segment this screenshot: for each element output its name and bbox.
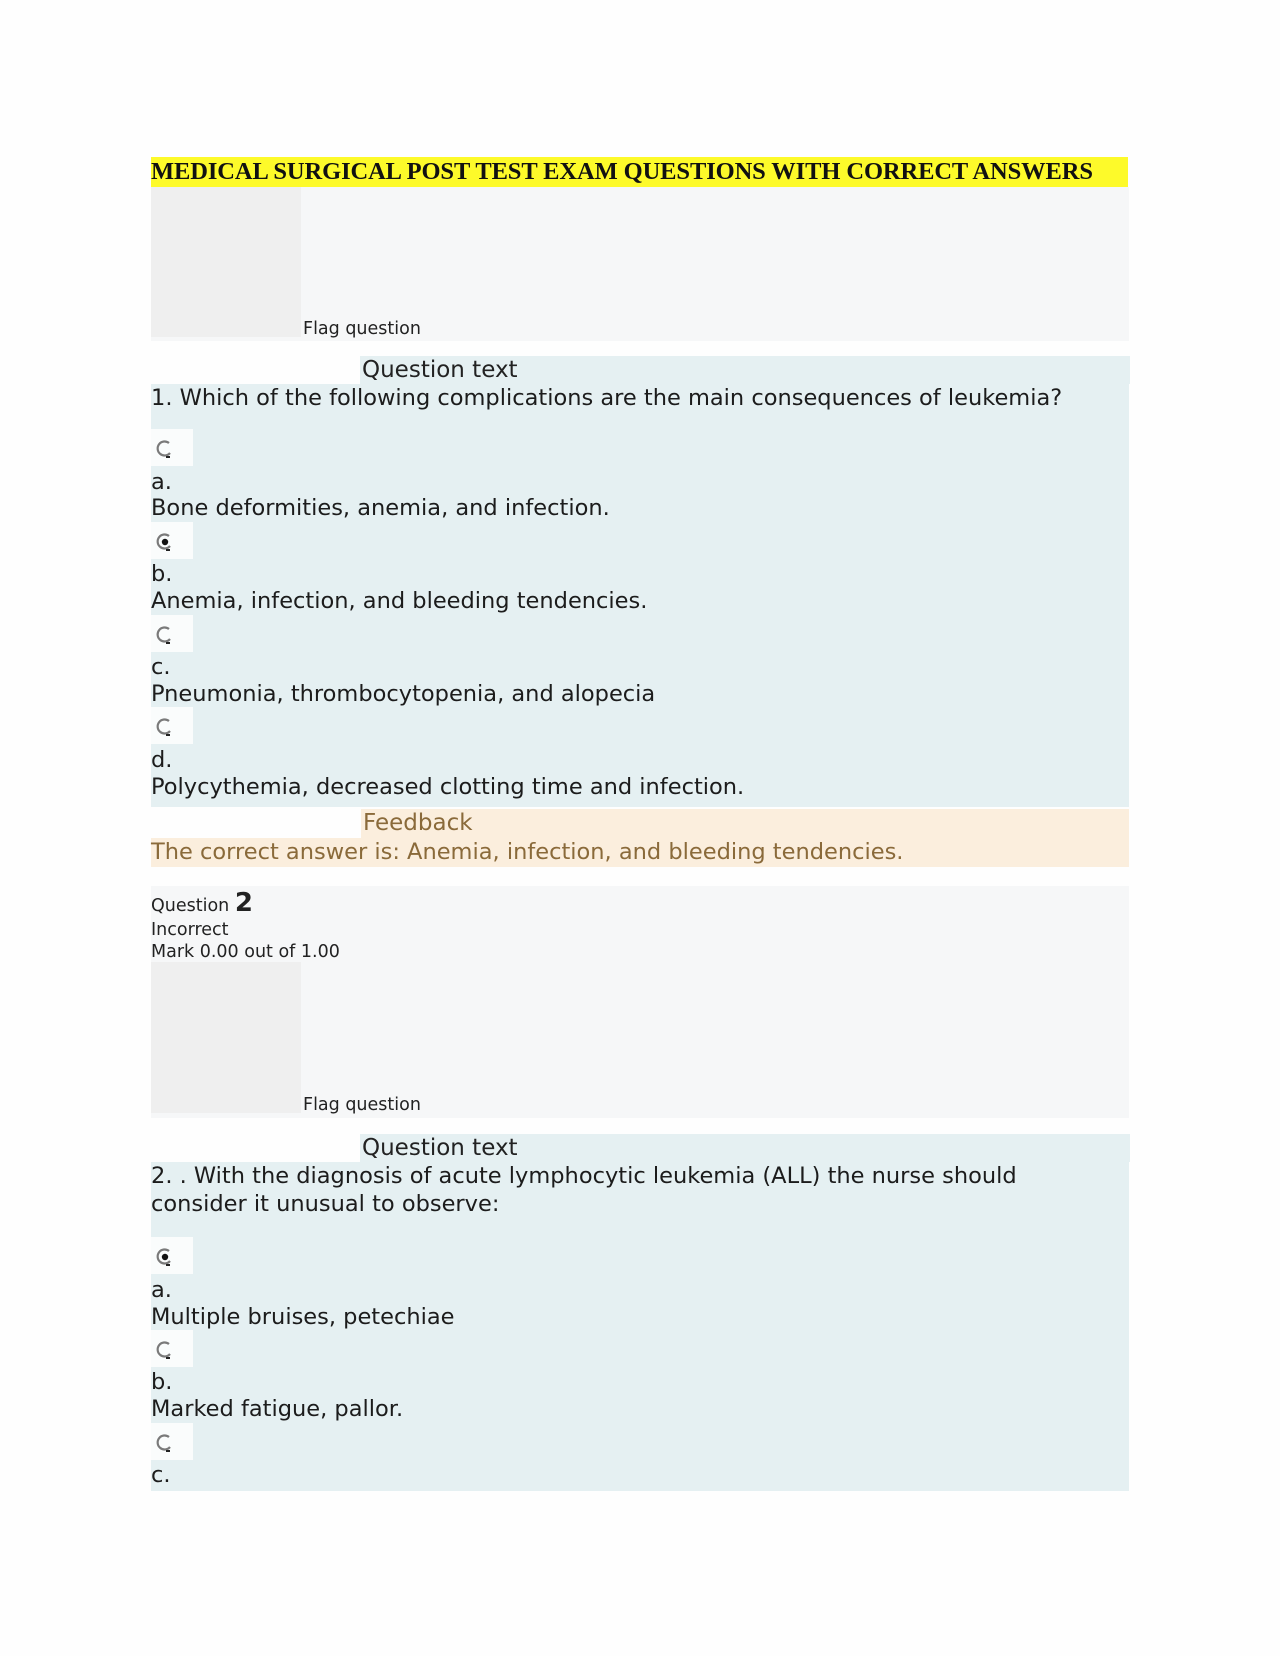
question1-text-heading: Question text (360, 356, 1130, 384)
question-number: 2 (234, 888, 253, 918)
flag-question-link[interactable]: Flag question (303, 319, 421, 339)
question1-prompt: 1. Which of the following complications are the main consequences of leukemia? (151, 385, 1063, 411)
option-b-text[interactable]: Anemia, infection, and bleeding tendencies. (151, 588, 648, 614)
radio-unchecked-icon (154, 624, 176, 646)
q2-option-b-radio[interactable] (151, 1330, 193, 1367)
radio-checked-icon (154, 531, 176, 553)
option-a-text[interactable]: Bone deformities, anemia, and infection. (151, 495, 610, 521)
flag-image-placeholder (151, 187, 301, 337)
question2-mark: Mark 0.00 out of 1.00 (151, 942, 340, 962)
q2-option-c-radio[interactable] (151, 1423, 193, 1460)
option-b-radio[interactable] (151, 522, 193, 559)
q2-option-a-letter: a. (151, 1277, 172, 1303)
radio-unchecked-icon (154, 716, 176, 738)
flag-question-link[interactable]: Flag question (303, 1095, 421, 1115)
option-c-letter: c. (151, 654, 171, 680)
question2-prompt-line1: 2. . With the diagnosis of acute lymphocytic leukemia (ALL) the nurse should (151, 1163, 1017, 1189)
q2-option-a-text[interactable]: Multiple bruises, petechiae (151, 1304, 455, 1330)
radio-unchecked-icon (154, 438, 176, 460)
radio-checked-icon (154, 1246, 176, 1268)
feedback-text: The correct answer is: Anemia, infection, and bleeding tendencies. (151, 839, 904, 865)
q2-option-a-radio[interactable] (151, 1237, 193, 1274)
option-d-radio[interactable] (151, 707, 193, 744)
option-b-letter: b. (151, 561, 173, 587)
question1-flag-panel (151, 187, 1129, 341)
feedback-body (151, 838, 1129, 867)
option-d-text[interactable]: Polycythemia, decreased clotting time and infection. (151, 774, 745, 800)
q2-option-b-text[interactable]: Marked fatigue, pallor. (151, 1396, 404, 1422)
question2-body (151, 1162, 1129, 1491)
option-c-text[interactable]: Pneumonia, thrombocytopenia, and alopecia (151, 681, 656, 707)
flag-image-placeholder (151, 962, 301, 1113)
question-label: Question (151, 896, 230, 916)
question2-text-heading: Question text (360, 1134, 1130, 1162)
radio-unchecked-icon (154, 1432, 176, 1454)
option-a-radio[interactable] (151, 429, 193, 466)
document-title: MEDICAL SURGICAL POST TEST EXAM QUESTIONS WITH CORRECT ANSWERS (151, 157, 1128, 187)
question1-body (151, 384, 1129, 807)
q2-option-c-letter: c. (151, 1462, 171, 1488)
question2-status: Incorrect (151, 920, 229, 940)
question2-prompt-line2: consider it unusual to observe: (151, 1191, 500, 1217)
option-a-letter: a. (151, 469, 172, 495)
question2-info-panel (151, 886, 1129, 1118)
q2-option-b-letter: b. (151, 1369, 173, 1395)
feedback-heading: Feedback (361, 809, 1129, 838)
question2-number-line (151, 888, 253, 918)
option-c-radio[interactable] (151, 615, 193, 652)
radio-unchecked-icon (154, 1339, 176, 1361)
option-d-letter: d. (151, 747, 173, 773)
